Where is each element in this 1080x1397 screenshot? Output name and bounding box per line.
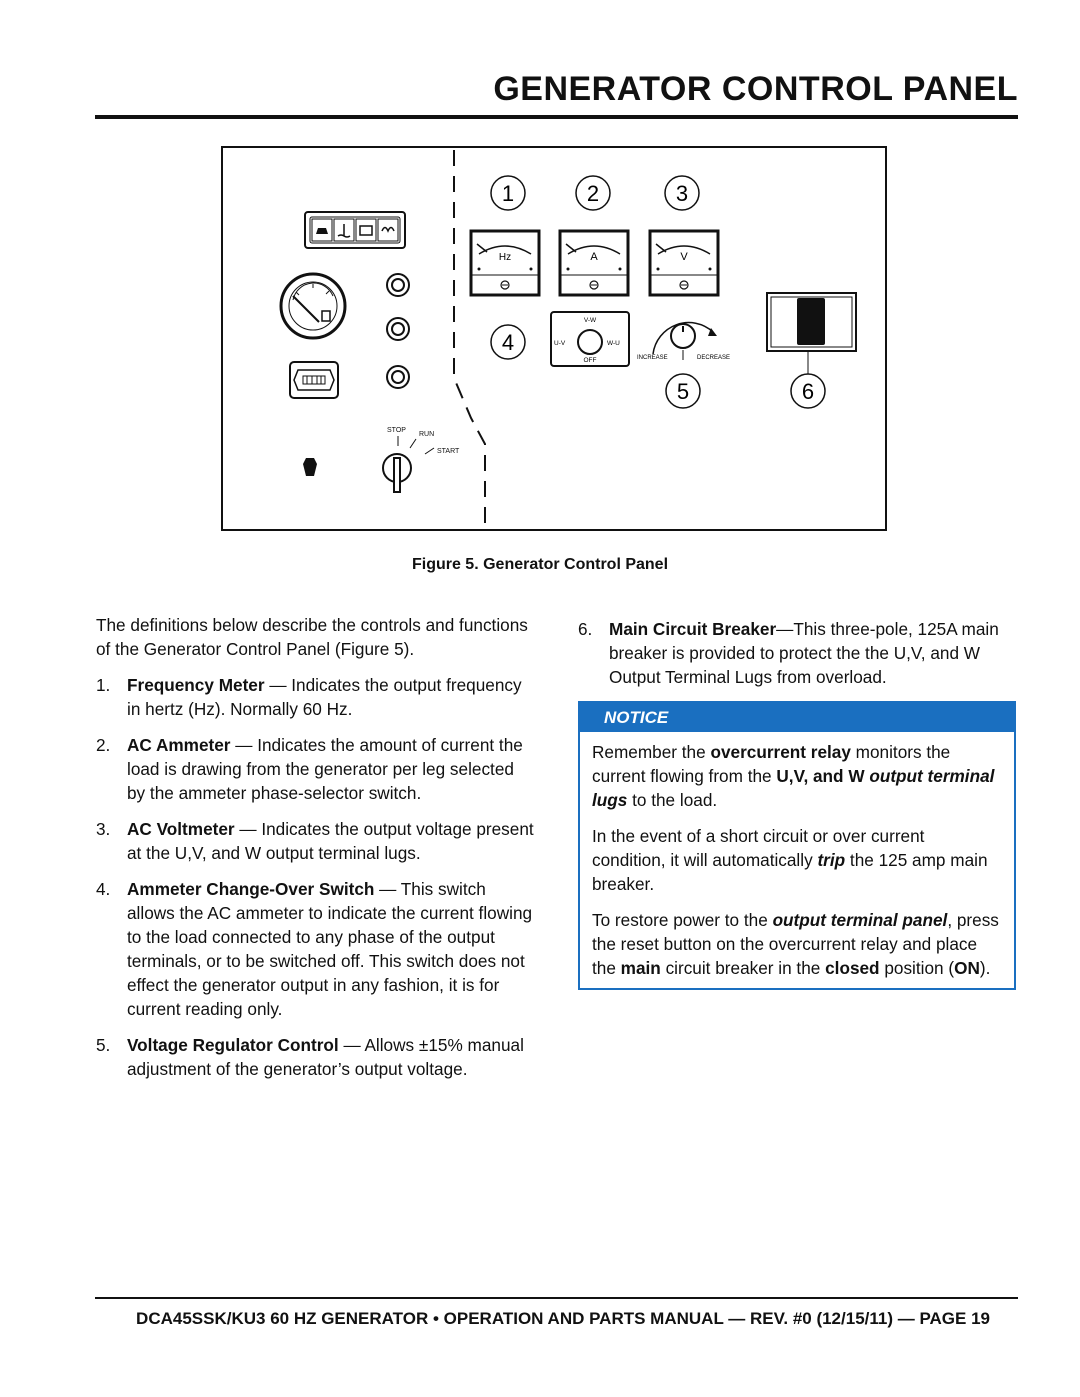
item-number: 2. — [96, 735, 111, 755]
hour-meter — [290, 362, 338, 398]
ac-ammeter — [560, 231, 628, 295]
item-term: Voltage Regulator Control — [127, 1035, 339, 1055]
notice-text: circuit breaker in the — [660, 958, 826, 978]
item-text: — Indicates the amount of current the load is drawing from the generator per leg selected by the ammeter phase-selector switch. — [127, 735, 523, 803]
selector-off-label: OFF — [583, 357, 597, 364]
notice-text: , press the reset button on the overcurrent relay and place the — [592, 910, 999, 978]
item-term: AC Voltmeter — [127, 819, 235, 839]
callout-4: 4 — [501, 330, 515, 355]
item-term: Frequency Meter — [127, 675, 265, 695]
notice-emphasis: ON — [954, 958, 980, 978]
control-panel-figure — [221, 146, 887, 531]
volt-label: V — [680, 251, 688, 263]
increase-label: INCREASE — [637, 355, 668, 361]
notice-text: position ( — [879, 958, 955, 978]
ac-voltmeter — [650, 231, 718, 295]
callout-5: 5 — [676, 379, 690, 404]
notice-text: In the event of a short circuit or over current condition, it will automatically — [592, 826, 925, 870]
item-number: 5. — [96, 1035, 111, 1055]
item-number: 3. — [96, 819, 111, 839]
definition-item — [96, 817, 534, 865]
definition-item — [96, 673, 534, 721]
definition-item — [96, 877, 534, 1021]
selector-wu-label: W-U — [607, 340, 620, 347]
notice-emphasis: output terminal lugs — [592, 766, 995, 810]
intro-text: The definitions below describe the controls and functions of the Generator Control Panel (Figure 5). — [96, 615, 528, 659]
main-circuit-breaker — [767, 293, 856, 351]
notice-emphasis: closed — [825, 958, 880, 978]
key-run-label: RUN — [419, 431, 435, 438]
callout-3: 3 — [675, 181, 689, 206]
key-start-label: START — [437, 448, 460, 455]
item-number: 4. — [96, 879, 111, 899]
item-text: — Allows ±15% manual adjustment of the generator’s output voltage. — [127, 1035, 524, 1079]
decrease-label: DECREASE — [697, 355, 731, 361]
notice-text: To restore power to the — [592, 910, 773, 930]
item-term: Ammeter Change-Over Switch — [127, 879, 375, 899]
definition-item — [578, 617, 1016, 689]
item-text: — This switch allows the AC ammeter to indicate the current flowing to the load connected to any phase of the output terminals, or to be switched off. This switch does not effect the generator output in any fashion, it is for current reading only. — [127, 879, 533, 1019]
notice-emphasis: main — [620, 958, 661, 978]
figure-caption: Figure 5. Generator Control Panel — [411, 556, 669, 573]
callout-2: 2 — [586, 181, 600, 206]
callout-1: 1 — [501, 181, 515, 206]
fuel-gauge — [281, 274, 345, 338]
notice-text: monitors the current flowing from the — [592, 742, 951, 786]
selector-uv-label: U-V — [554, 340, 566, 347]
notice-emphasis: U,V, and W — [776, 766, 870, 786]
oil-pressure-icon — [316, 228, 328, 234]
definition-item — [96, 733, 534, 805]
notice-text: Remember the — [592, 742, 711, 762]
notice-emphasis: output terminal panel — [772, 910, 948, 930]
item-text: — Indicates the output voltage present at the U,V, and W output terminal lugs. — [127, 819, 534, 863]
callout-6: 6 — [801, 379, 815, 404]
notice-text: the 125 amp main breaker. — [592, 850, 988, 894]
item-number: 6. — [578, 619, 593, 639]
item-term: AC Ammeter — [127, 735, 231, 755]
notice-paragraph — [592, 740, 1002, 812]
warning-lamps — [305, 212, 405, 248]
notice-paragraph — [592, 908, 1002, 980]
item-text: —This three-pole, 125A main breaker is provided to protect the the U,V, and W Output Terminal Lugs from overload. — [609, 619, 999, 687]
title-rule — [95, 115, 1018, 119]
amp-label: A — [590, 251, 598, 263]
notice-box — [578, 701, 1016, 990]
notice-body — [580, 732, 1014, 988]
notice-paragraph — [592, 824, 1002, 896]
left-column — [96, 613, 534, 1093]
footer-rule — [95, 1297, 1018, 1299]
panel-buttons — [387, 274, 409, 388]
definition-item — [96, 1033, 534, 1081]
notice-text: ). — [979, 958, 991, 978]
item-text: — Indicates the output frequency in hertz (Hz). Normally 60 Hz. — [127, 675, 522, 719]
right-column — [578, 617, 1016, 990]
page-footer: DCA45SSK/KU3 60 HZ GENERATOR • OPERATION AND PARTS MANUAL — REV. #0 (12/15/11) — PAGE 19 — [136, 1309, 990, 1328]
hz-label: Hz — [498, 252, 512, 263]
page-title: GENERATOR CONTROL PANEL — [493, 70, 1018, 108]
frequency-meter — [471, 231, 539, 295]
item-number: 1. — [96, 675, 111, 695]
selector-vw-label: V-W — [583, 317, 597, 324]
notice-emphasis: overcurrent relay — [710, 742, 851, 762]
item-term: Main Circuit Breaker — [609, 619, 777, 639]
key-stop-label: STOP — [387, 427, 406, 434]
notice-heading: NOTICE — [580, 703, 1014, 732]
ammeter-changeover-switch — [551, 312, 629, 366]
notice-emphasis: trip — [817, 850, 846, 870]
notice-text: to the load. — [627, 790, 718, 810]
